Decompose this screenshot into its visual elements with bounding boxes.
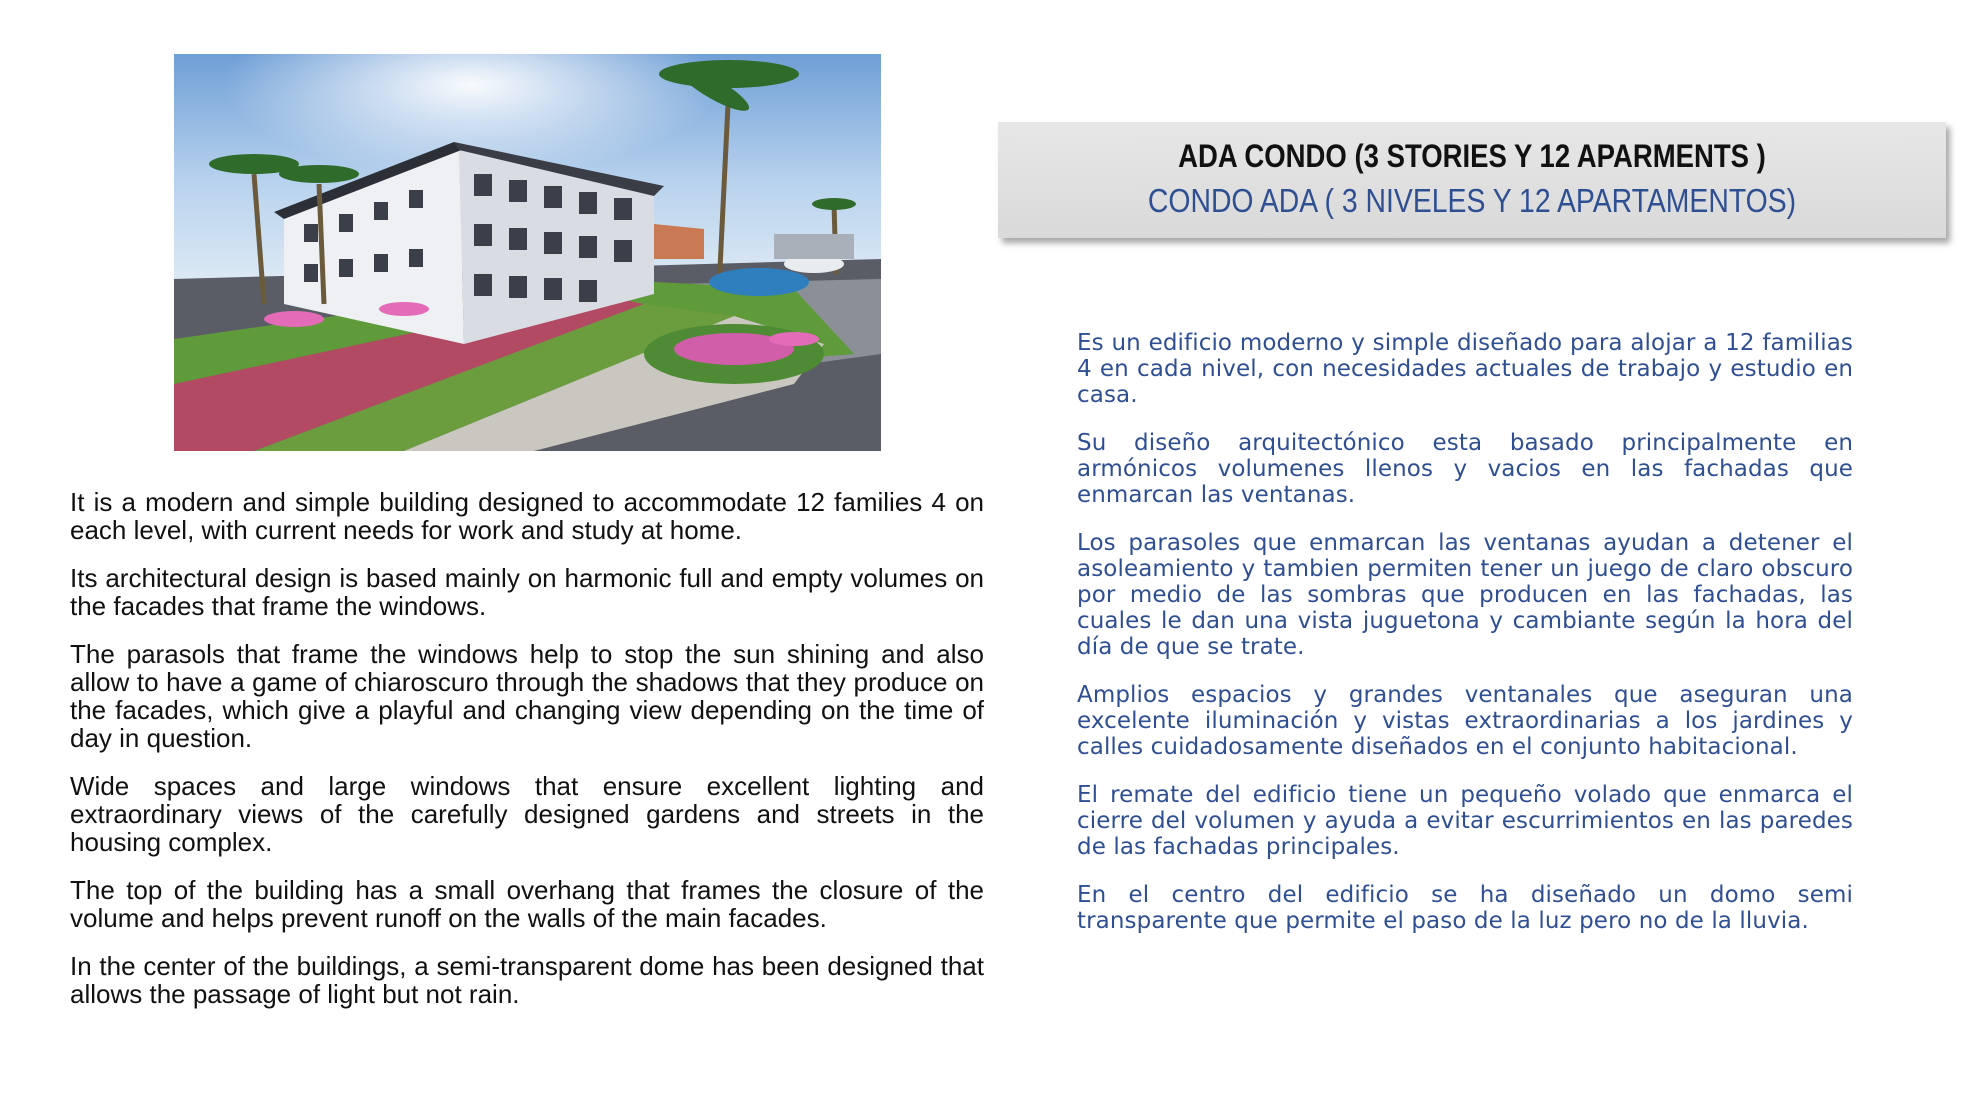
spanish-paragraph: Su diseño arquitectónico esta basado principalmente en armónicos volumenes llenos y vacios en las fachadas que enmarcan las ventanas. (1077, 430, 1853, 508)
english-paragraph: Wide spaces and large windows that ensure excellent lighting and extraordinary views of the carefully designed gardens and streets in the housing complex. (70, 771, 984, 857)
spanish-paragraph: Amplios espacios y grandes ventanales que aseguran una excelente iluminación y vistas extraordinarias a los jardines y calles cuidadosamente diseñados en el conjunto habitacional. (1077, 682, 1853, 760)
building-rendering-image (174, 54, 881, 451)
english-paragraph: The top of the building has a small overhang that frames the closure of the volume and helps prevent runoff on the walls of the main facades. (70, 875, 984, 933)
title-spanish: CONDO ADA ( 3 NIVELES Y 12 APARTAMENTOS) (1147, 182, 1797, 219)
spanish-paragraph: El remate del edificio tiene un pequeño volado que enmarca el cierre del volumen y ayuda a evitar escurrimientos en las paredes de las fachadas principales. (1077, 782, 1853, 860)
spanish-paragraph: Es un edificio moderno y simple diseñado para alojar a 12 familias 4 en cada nivel, con necesidades actuales de trabajo y estudio en casa. (1077, 330, 1853, 408)
title-english: ADA CONDO (3 STORIES Y 12 APARMENTS ) (1178, 138, 1766, 174)
spanish-paragraph: Los parasoles que enmarcan las ventanas ayudan a detener el asoleamiento y tambien permiten tener un juego de claro obscuro por medio de las sombras que producen en las fachadas, las cuales le dan una vista juguetona y cambiante según la hora del día de que se trate. (1077, 530, 1853, 660)
english-paragraph: It is a modern and simple building designed to accommodate 12 families 4 on each level, with current needs for work and study at home. (70, 487, 984, 545)
spanish-description (1077, 330, 1853, 956)
english-description (70, 488, 984, 1028)
english-paragraph: The parasols that frame the windows help to stop the sun shining and also allow to have a game of chiaroscuro through the shadows that they produce on the facades, which give a playful and changing view depending on the time of day in question. (70, 639, 984, 753)
title-box (998, 122, 1946, 238)
english-paragraph: Its architectural design is based mainly on harmonic full and empty volumes on the facades that frame the windows. (70, 563, 984, 621)
spanish-paragraph: En el centro del edificio se ha diseñado un domo semi transparente que permite el paso de la luz pero no de la lluvia. (1077, 882, 1853, 934)
english-paragraph: In the center of the buildings, a semi-transparent dome has been designed that allows the passage of light but not rain. (70, 951, 984, 1009)
